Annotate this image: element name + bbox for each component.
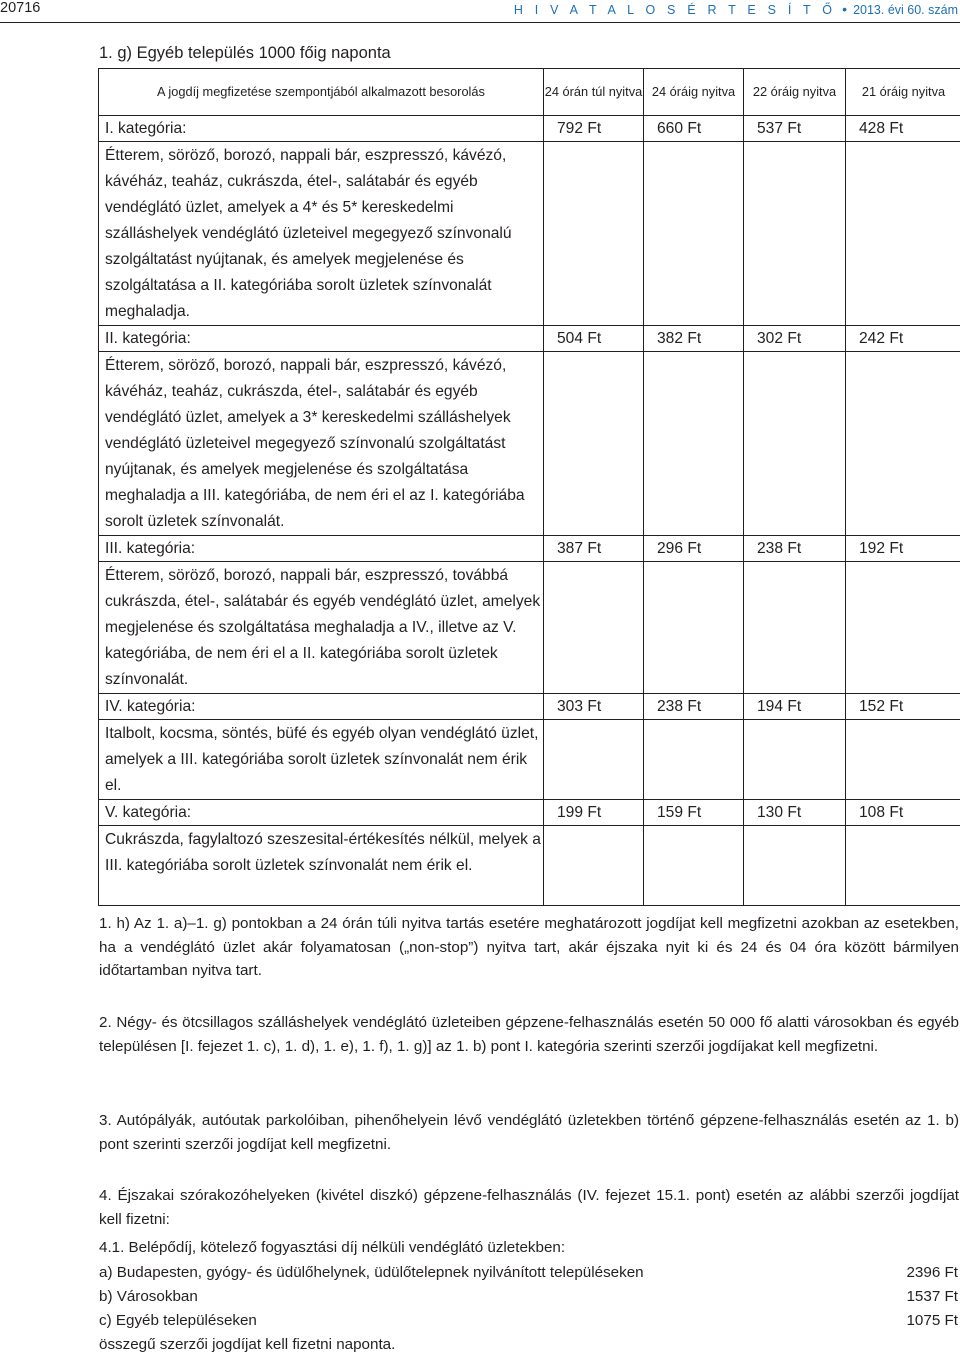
fee-cell: 537 Ft [744,116,846,142]
fee-line [99,1309,959,1332]
empty-cell [846,352,960,536]
header-classification: A jogdíj megfizetése szempontjából alkalmazott besorolás [99,69,544,116]
empty-cell [846,142,960,326]
empty-cell [744,352,846,536]
header-col-22: 22 óráig nyitva [744,69,846,116]
category-description: Étterem, söröző, borozó, nappali bár, eszpresszó, kávézó, kávéház, teaház, cukrászda, étel-, salátabár és egyéb vendéglátó üzlet, amelyek a 4* és 5* kereskedelmi szálláshelyek vendéglátó üzleteivel megegyező színvonalú szolgáltatást nyújtanak, és amelyek megjelenése és szolgáltatása a II. kategóriába sorolt üzletek színvonalát meghaladja. [99,142,544,326]
paragraph-2: 2. Négy- és ötcsillagos szálláshelyek vendéglátó üzleteiben gépzene-felhasználás esetén 50 000 fő alatti városokban és egyéb településen [I. fejezet 1. c), 1. d), 1. e), 1. f), 1. g)] az 1. b) pont I. kategória szerinti szerzői jogdíjakat kell megfizetni. [99,1014,959,1055]
category-description: Étterem, söröző, borozó, nappali bár, eszpresszó, továbbá cukrászda, étel-, salátabár és egyéb vendéglátó üzlet, amelyek megjelenése és szolgáltatása meghaladja a IV., illetve az V. kategóriába, de nem éri el a II. kategóriába sorolt üzletek színvonalát. [99,562,544,694]
fee-cell: 130 Ft [744,800,846,826]
fee-cell: 238 Ft [644,694,744,720]
table-header-row [99,69,960,116]
fee-cell: 296 Ft [644,536,744,562]
fee-cell: 194 Ft [744,694,846,720]
publication-info [514,1,958,17]
category-label: IV. kategória: [99,694,544,720]
empty-cell [744,720,846,800]
category-label: I. kategória: [99,116,544,142]
page-number: 20716 [0,0,41,16]
fee-line-label: a) Budapesten, gyógy- és üdülőhelynek, üdülőtelepnek nyilvánított településeken [99,1264,644,1281]
fee-cell: 199 Ft [544,800,644,826]
fee-cell: 242 Ft [846,326,960,352]
header-divider [0,22,960,23]
bullet-icon: • [842,1,848,17]
fee-line-amount: 2396 Ft [906,1264,958,1281]
empty-cell [544,352,644,536]
table-row-description [99,562,960,694]
section-title: 1. g) Egyéb település 1000 főig naponta [99,44,391,62]
fee-line [99,1285,959,1308]
table-row-description [99,352,960,536]
fee-cell: 302 Ft [744,326,846,352]
paragraph-4: 4. Éjszakai szórakozóhelyeken (kivétel diszkó) gépzene-felhasználás (IV. fejezet 15.1. pont) esetén az alábbi szerzői jogdíjat kell fizetni: [99,1187,959,1228]
fee-cell: 159 Ft [644,800,744,826]
category-description: Cukrászda, fagylaltozó szeszesital-értékesítés nélkül, melyek a III. kategóriába sorolt üzletek színvonalát nem érik el. [99,826,544,906]
table-row-category [99,536,960,562]
category-description: Italbolt, kocsma, söntés, büfé és egyéb olyan vendéglátó üzlet, amelyek a III. kategóriába sorolt üzletek színvonalát nem érik el. [99,720,544,800]
page-header [0,0,960,22]
empty-cell [544,142,644,326]
fee-line-amount: 1075 Ft [906,1312,958,1329]
fee-line [99,1261,959,1284]
paragraph-1h: 1. h) Az 1. a)–1. g) pontokban a 24 órán túli nyitva tartás esetére meghatározott jogdíjat kell megfizetni azokban az esetekben, ha a vendéglátó üzlet akár folyamatosan („non-stop”) nyitva tart, akár éjszaka nyit ki és 24 és 04 óra között bármilyen időtartamban nyitva tart. [99,915,959,980]
empty-cell [544,826,644,906]
empty-cell [846,720,960,800]
empty-cell [644,826,744,906]
empty-cell [644,352,744,536]
paragraph-4-1: 4.1. Belépődíj, kötelező fogyasztási díj nélküli vendéglátó üzletekben: [99,1239,566,1256]
table-row-description [99,826,960,906]
fee-table [98,68,960,906]
fee-cell: 504 Ft [544,326,644,352]
fee-cell: 660 Ft [644,116,744,142]
empty-cell [744,826,846,906]
table-row-category [99,326,960,352]
category-description: Étterem, söröző, borozó, nappali bár, eszpresszó, kávézó, kávéház, teaház, cukrászda, étel-, salátabár és egyéb vendéglátó üzlet, amelyek a 3* kereskedelmi szálláshelyek vendéglátó üzleteivel megegyező színvonalú szolgáltatást nyújtanak, és amelyek megjelenése és szolgáltatása meghaladja a III. kategóriába, de nem éri el az I. kategóriába sorolt üzletek színvonalát. [99,352,544,536]
table-row-category [99,800,960,826]
fee-line-label: c) Egyéb településeken [99,1312,257,1329]
fee-cell: 382 Ft [644,326,744,352]
fee-line-label: b) Városokban [99,1288,198,1305]
table-row-description [99,142,960,326]
table-row-category [99,694,960,720]
header-col-21: 21 óráig nyitva [846,69,960,116]
empty-cell [846,562,960,694]
fee-cell: 238 Ft [744,536,846,562]
issue-number: 2013. évi 60. szám [853,3,958,17]
empty-cell [644,562,744,694]
empty-cell [744,142,846,326]
fee-cell: 792 Ft [544,116,644,142]
empty-cell [744,562,846,694]
table-row-category [99,116,960,142]
fee-cell: 428 Ft [846,116,960,142]
fee-cell: 152 Ft [846,694,960,720]
fee-cell: 192 Ft [846,536,960,562]
category-label: V. kategória: [99,800,544,826]
fee-cell: 303 Ft [544,694,644,720]
publication-name: H I V A T A L O S É R T E S Í T Ő [513,3,837,17]
fee-cell: 387 Ft [544,536,644,562]
category-label: III. kategória: [99,536,544,562]
empty-cell [644,142,744,326]
empty-cell [644,720,744,800]
fee-line-amount: 1537 Ft [906,1288,958,1305]
category-label: II. kategória: [99,326,544,352]
empty-cell [544,720,644,800]
header-col-24: 24 óráig nyitva [644,69,744,116]
closing-line: összegű szerzői jogdíjat kell fizetni naponta. [99,1336,396,1353]
table-row-description [99,720,960,800]
fee-cell: 108 Ft [846,800,960,826]
empty-cell [846,826,960,906]
header-col-24plus: 24 órán túl nyitva [544,69,644,116]
paragraph-3: 3. Autópályák, autóutak parkolóiban, pihenőhelyein lévő vendéglátó üzletekben történő gépzene-felhasználás esetén az 1. b) pont szerinti szerzői jogdíjat kell megfizetni. [99,1112,959,1153]
empty-cell [544,562,644,694]
